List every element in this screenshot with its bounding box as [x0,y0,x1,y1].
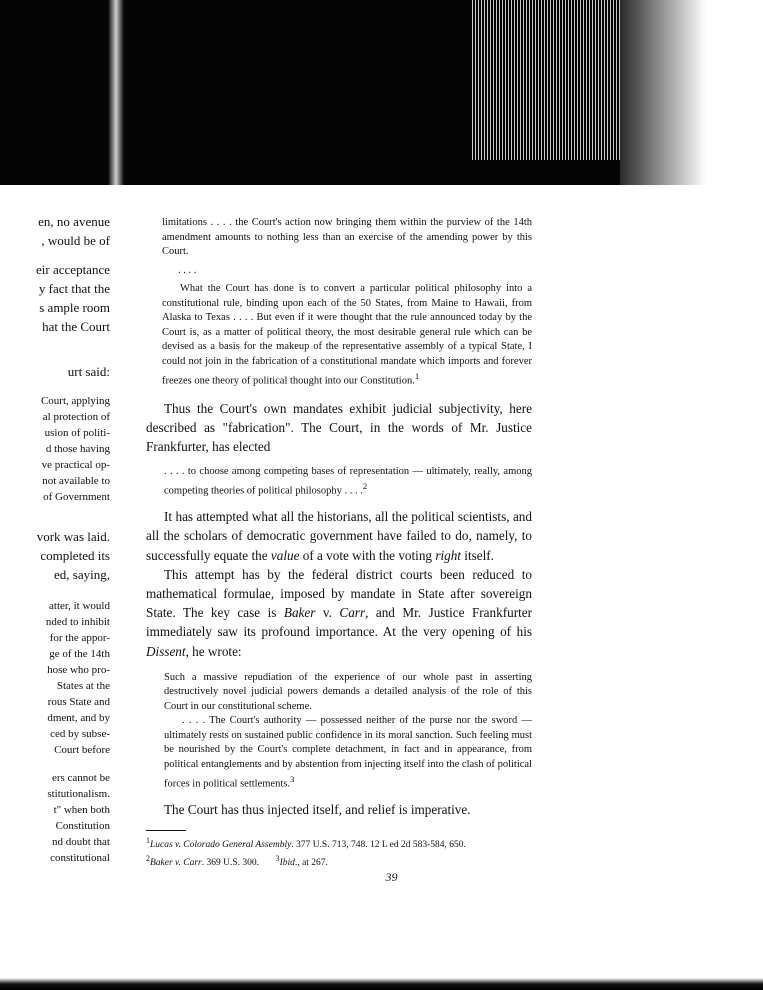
scan-dark-border-bottom [0,978,763,990]
quote-1-para-text: What the Court has done is to convert a particular political philosophy into a constitutional rule, binding upon each of the 50 States, from Maine to Hawaii, from Alaska to Texas . . . . But even if it were thought that the rule announced today by the Court is, as a matter of political theory, the most desirable general rule which can be devised as a basis for the makeup of the representative assembly of a typical State, I could not join in the fabrication of a constitutional mandate which imports and forever freezes one theory of political thought into our Constitution. [162,283,532,387]
left-line: stitutionalism. [47,788,110,800]
left-line: ced by subse- [50,728,110,740]
footnote-2-citation: . 369 U.S. 300. [201,858,260,869]
left-line: Court before [54,744,110,756]
left-page-fragment [0,212,110,866]
left-line: en, no avenue [38,214,110,229]
scan-dither-noise [470,0,630,160]
italic-value: value [270,547,300,563]
quote-block-1 [162,216,532,389]
page-number: 39 [385,870,398,884]
footnote-2-case: Baker v. Carr [149,858,202,869]
left-line: ve practical op- [41,459,110,471]
left-line: al protection of [42,411,110,423]
left-line: rous State and [47,696,110,708]
italic-dissent: Dissent [146,643,186,659]
left-line: ge of the 14th [49,648,110,660]
footnote-1-case: Lucas v. Colorado General Assembly [149,840,292,851]
para3-d: , he wrote: [185,643,242,659]
quote-1-text: limitations . . . . the Court's action now bringing them within the purview of the 14th amendment amounts to nothing less than an exercise of the amending power by this Court. [162,217,532,257]
italic-right: right [435,547,461,563]
footnote-3-citation: ., at 267. [294,858,328,869]
quote-3-text-2: . . . . The Court's authority — possessed neither of the purse nor the sword — ultimately rests on sustained public confidence in its moral sanction. Such feeling must be nourished by the Court's complete detachment, in fact and in appearance, from political entanglements and by abstention from injecting itself into the clash of political forces in political settlements. [164,715,532,790]
case-carr: Carr [339,605,366,621]
para2-b: of a vote with the voting [299,547,436,563]
para3-b: v. [315,605,340,621]
footnote-ref-1: 1 [414,371,420,381]
quote-2-paragraph [164,465,532,500]
footnotes-2-3 [146,852,532,870]
para2-c: itself. [460,547,494,563]
left-block-b [0,260,110,336]
body-paragraph-4: The Court has thus injected itself, and relief is imperative. [164,802,471,818]
left-block-a [0,212,110,250]
left-line: s ample room [39,300,110,315]
footnote-3-number: 3 [275,854,280,864]
left-line: States at the [56,680,110,692]
left-line: vork was laid. [36,529,110,544]
left-line: constitutional [50,852,110,864]
footnote-2-number: 2 [146,854,150,864]
left-line: eir acceptance [36,262,110,277]
para2-a: It has attempted what all the historians, all the political scientists, and all the scholars of democratic government have failed to do, namely, to successfully equate the [146,509,532,563]
footnote-ref-2: 2 [362,481,368,492]
left-line: ers cannot be [51,772,110,784]
main-page-text [146,216,532,819]
left-line: not available to [42,475,110,487]
footnote-rule [146,830,186,831]
left-line: urt said: [67,364,110,379]
footnotes [146,830,532,870]
left-line: atter, it would [49,600,110,612]
footnote-1-citation: . 377 U.S. 713, 748. 12 L ed 2d 583-584, 650. [291,840,466,851]
scan-dark-border-top [0,0,763,185]
quote-3-paragraph-2 [164,714,532,792]
left-block-f [0,598,110,758]
left-line: t" when both [53,804,110,816]
left-line: Constitution [55,820,110,832]
left-line: d those having [45,443,110,455]
left-line: hat the Court [42,319,110,334]
quote-block-2 [164,465,532,500]
footnote-ref-3: 3 [289,774,295,785]
left-line: y fact that the [38,281,110,296]
para3-c: , and Mr. Justice Frankfurter immediately saw its profound importance. At the very opening of his [146,605,532,640]
body-paragraph-1: Thus the Court's own mandates exhibit judicial subjectivity, here described as "fabrication". The Court, in the words of Mr. Justice Frankfurter, has elected [146,401,532,455]
left-line: nded to inhibit [45,616,110,628]
left-line: usion of politi- [44,427,110,439]
left-line: nd doubt that [51,836,110,848]
quote-3-text-1: Such a massive repudiation of the experience of our whole past in asserting destructively novel judicial powers demands a detailed analysis of the role of this Court in our constitutional scheme. [164,671,532,712]
left-block-g [0,770,110,866]
left-line: for the appor- [49,632,110,644]
left-block-c [0,362,110,381]
left-line: hose who pro- [47,664,110,676]
left-line: of Government [43,491,110,503]
left-line: dment, and by [47,712,110,724]
left-block-d [0,393,110,505]
case-baker: Baker [283,605,316,621]
left-line: Court, applying [40,395,110,407]
footnote-1 [146,834,532,852]
quote-ellipsis: . . . . [178,264,197,276]
body-paragraph-2 [146,507,532,565]
body-paragraph-3 [146,565,532,661]
quote-2-text: . . . . to choose among competing bases of representation — ultimately, really, among competing theories of political philosophy . . . . [164,465,532,497]
left-line: , would be of [41,233,110,248]
footnote-3-case: Ibid [279,858,295,869]
scan-fade [620,0,763,185]
quote-1-paragraph [162,282,532,389]
left-line: ed, saying, [54,567,110,582]
left-block-e [0,527,110,584]
quote-block-3 [164,671,532,793]
para3-a: This attempt has by the federal district courts been reduced to mathematical formulae, imposed by mandate in State after sovereign State. The key case is [146,566,532,621]
left-line: completed its [40,548,110,563]
book-gutter-shadow [108,0,124,185]
footnote-1-number: 1 [146,836,150,845]
